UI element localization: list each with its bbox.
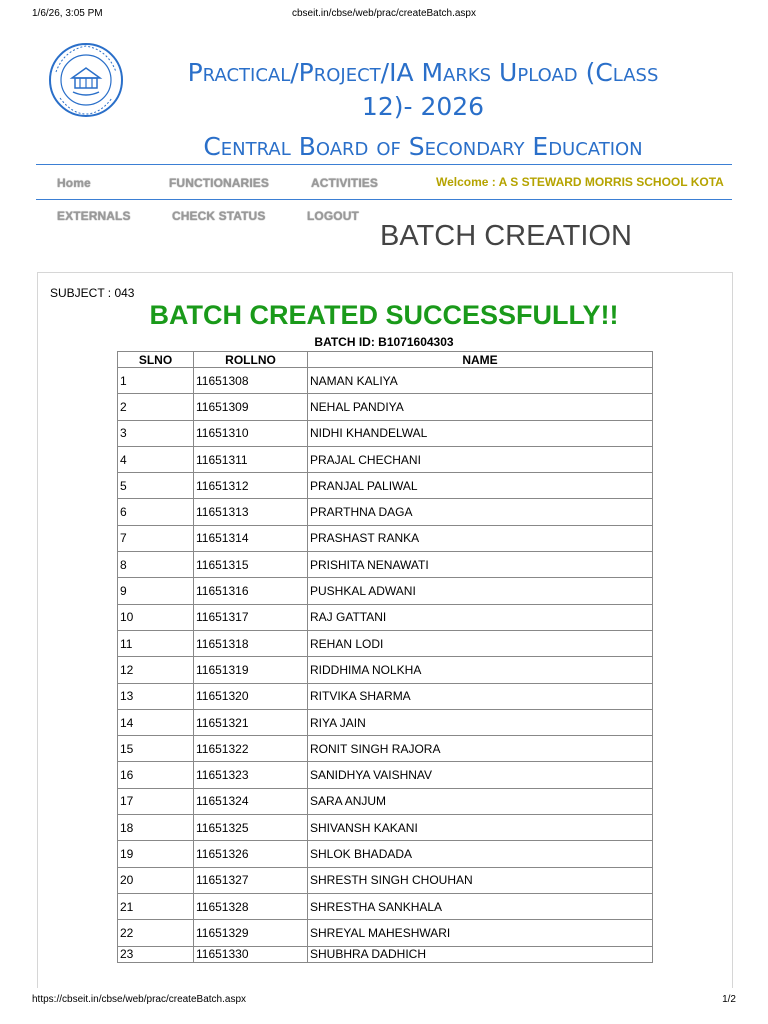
slno-cell: 22: [118, 920, 194, 946]
table-row: [118, 394, 653, 420]
rollno-cell: 11651308: [194, 368, 308, 394]
print-url: cbseit.in/cbse/web/prac/createBatch.aspx: [292, 8, 476, 19]
rollno-cell: 11651309: [194, 394, 308, 420]
name-cell: SANIDHYA VAISHNAV: [308, 762, 653, 788]
rollno-cell: 11651316: [194, 578, 308, 604]
rollno-cell: 11651327: [194, 867, 308, 893]
name-cell: RONIT SINGH RAJORA: [308, 736, 653, 762]
name-cell: RAJ GATTANI: [308, 604, 653, 630]
title-line-2: 12)- 2026: [361, 92, 485, 121]
success-message: BATCH CREATED SUCCESSFULLY!!: [149, 300, 619, 330]
rollno-cell: 11651311: [194, 446, 308, 472]
name-cell: SHLOK BHADADA: [308, 841, 653, 867]
nav-activities-link[interactable]: ACTIVITIES: [311, 176, 379, 190]
name-cell: PRAJAL CHECHANI: [308, 446, 653, 472]
table-row: [118, 604, 653, 630]
nav-home-link[interactable]: Home: [57, 176, 91, 190]
print-datetime: 1/6/26, 3:05 PM: [32, 8, 103, 19]
slno-cell: 16: [118, 762, 194, 788]
slno-cell: 8: [118, 552, 194, 578]
batch-creation-heading: BATCH CREATION: [380, 220, 632, 252]
slno-cell: 10: [118, 604, 194, 630]
rollno-cell: 11651314: [194, 525, 308, 551]
board-name: Central Board of Secondary Education: [203, 132, 643, 161]
rollno-cell: 11651325: [194, 815, 308, 841]
rollno-cell: 11651320: [194, 683, 308, 709]
slno-cell: 15: [118, 736, 194, 762]
table-row: [118, 525, 653, 551]
rollno-cell: 11651313: [194, 499, 308, 525]
table-row: [118, 893, 653, 919]
page-title: [130, 56, 716, 124]
table-row: [118, 420, 653, 446]
table-row: [118, 473, 653, 499]
table-row: [118, 736, 653, 762]
slno-cell: 3: [118, 420, 194, 446]
slno-cell: 5: [118, 473, 194, 499]
name-cell: PRANJAL PALIWAL: [308, 473, 653, 499]
rollno-cell: 11651318: [194, 630, 308, 656]
header-divider: [36, 164, 732, 165]
table-row: [118, 657, 653, 683]
table-row: [118, 841, 653, 867]
slno-cell: 14: [118, 709, 194, 735]
name-cell: SHRESTH SINGH CHOUHAN: [308, 867, 653, 893]
name-cell: PRASHAST RANKA: [308, 525, 653, 551]
table-row: [118, 446, 653, 472]
table-row: [118, 630, 653, 656]
slno-cell: 17: [118, 788, 194, 814]
column-header-slno: SLNO: [118, 352, 194, 368]
rollno-cell: 11651323: [194, 762, 308, 788]
table-row: [118, 552, 653, 578]
name-cell: RIYA JAIN: [308, 709, 653, 735]
slno-cell: 6: [118, 499, 194, 525]
table-row: [118, 946, 653, 962]
rollno-cell: 11651317: [194, 604, 308, 630]
nav-functionaries-link[interactable]: FUNCTIONARIES: [169, 176, 269, 190]
slno-cell: 11: [118, 630, 194, 656]
name-cell: PUSHKAL ADWANI: [308, 578, 653, 604]
rollno-cell: 11651324: [194, 788, 308, 814]
print-header: [0, 0, 768, 24]
rollno-cell: 11651329: [194, 920, 308, 946]
name-cell: SHIVANSH KAKANI: [308, 815, 653, 841]
subject-label: SUBJECT : 043: [50, 286, 135, 300]
name-cell: SHRESTHA SANKHALA: [308, 893, 653, 919]
slno-cell: 18: [118, 815, 194, 841]
slno-cell: 9: [118, 578, 194, 604]
table-row: [118, 683, 653, 709]
nav-externals-link[interactable]: EXTERNALS: [57, 209, 131, 223]
rollno-cell: 11651312: [194, 473, 308, 499]
page-number: 1/2: [722, 994, 736, 1005]
rollno-cell: 11651315: [194, 552, 308, 578]
rollno-cell: 11651321: [194, 709, 308, 735]
slno-cell: 4: [118, 446, 194, 472]
slno-cell: 19: [118, 841, 194, 867]
slno-cell: 1: [118, 368, 194, 394]
table-header-row: [118, 352, 653, 368]
table-row: [118, 788, 653, 814]
nav-logout-link[interactable]: LOGOUT: [307, 209, 359, 223]
rollno-cell: 11651319: [194, 657, 308, 683]
rollno-cell: 11651310: [194, 420, 308, 446]
table-row: [118, 762, 653, 788]
table-row: [118, 709, 653, 735]
table-row: [118, 815, 653, 841]
name-cell: SHREYAL MAHESHWARI: [308, 920, 653, 946]
slno-cell: 7: [118, 525, 194, 551]
rollno-cell: 11651322: [194, 736, 308, 762]
batch-students-table: [117, 351, 653, 963]
slno-cell: 13: [118, 683, 194, 709]
slno-cell: 2: [118, 394, 194, 420]
name-cell: NIDHI KHANDELWAL: [308, 420, 653, 446]
name-cell: RIDDHIMA NOLKHA: [308, 657, 653, 683]
name-cell: PRARTHNA DAGA: [308, 499, 653, 525]
slno-cell: 21: [118, 893, 194, 919]
rollno-cell: 11651328: [194, 893, 308, 919]
slno-cell: 12: [118, 657, 194, 683]
nav-divider: [36, 199, 732, 200]
welcome-text: Welcome : A S STEWARD MORRIS SCHOOL KOTA: [436, 175, 724, 189]
print-footer-url: https://cbseit.in/cbse/web/prac/createBatch.aspx: [32, 994, 246, 1005]
table-row: [118, 578, 653, 604]
rollno-cell: 11651330: [194, 946, 308, 962]
name-cell: SHUBHRA DADHICH: [308, 946, 653, 962]
cbse-emblem-icon: [44, 42, 128, 118]
column-header-rollno: ROLLNO: [194, 352, 308, 368]
table-row: [118, 867, 653, 893]
table-row: [118, 368, 653, 394]
slno-cell: 20: [118, 867, 194, 893]
column-header-name: NAME: [308, 352, 653, 368]
table-row: [118, 920, 653, 946]
table-row: [118, 499, 653, 525]
nav-check-status-link[interactable]: CHECK STATUS: [172, 209, 266, 223]
title-line-1: Practical/Project/IA Marks Upload (Class: [187, 58, 659, 87]
name-cell: SARA ANJUM: [308, 788, 653, 814]
name-cell: NAMAN KALIYA: [308, 368, 653, 394]
name-cell: NEHAL PANDIYA: [308, 394, 653, 420]
rollno-cell: 11651326: [194, 841, 308, 867]
batch-id: BATCH ID: B1071604303: [314, 335, 454, 349]
slno-cell: 23: [118, 946, 194, 962]
name-cell: RITVIKA SHARMA: [308, 683, 653, 709]
name-cell: PRISHITA NENAWATI: [308, 552, 653, 578]
name-cell: REHAN LODI: [308, 630, 653, 656]
